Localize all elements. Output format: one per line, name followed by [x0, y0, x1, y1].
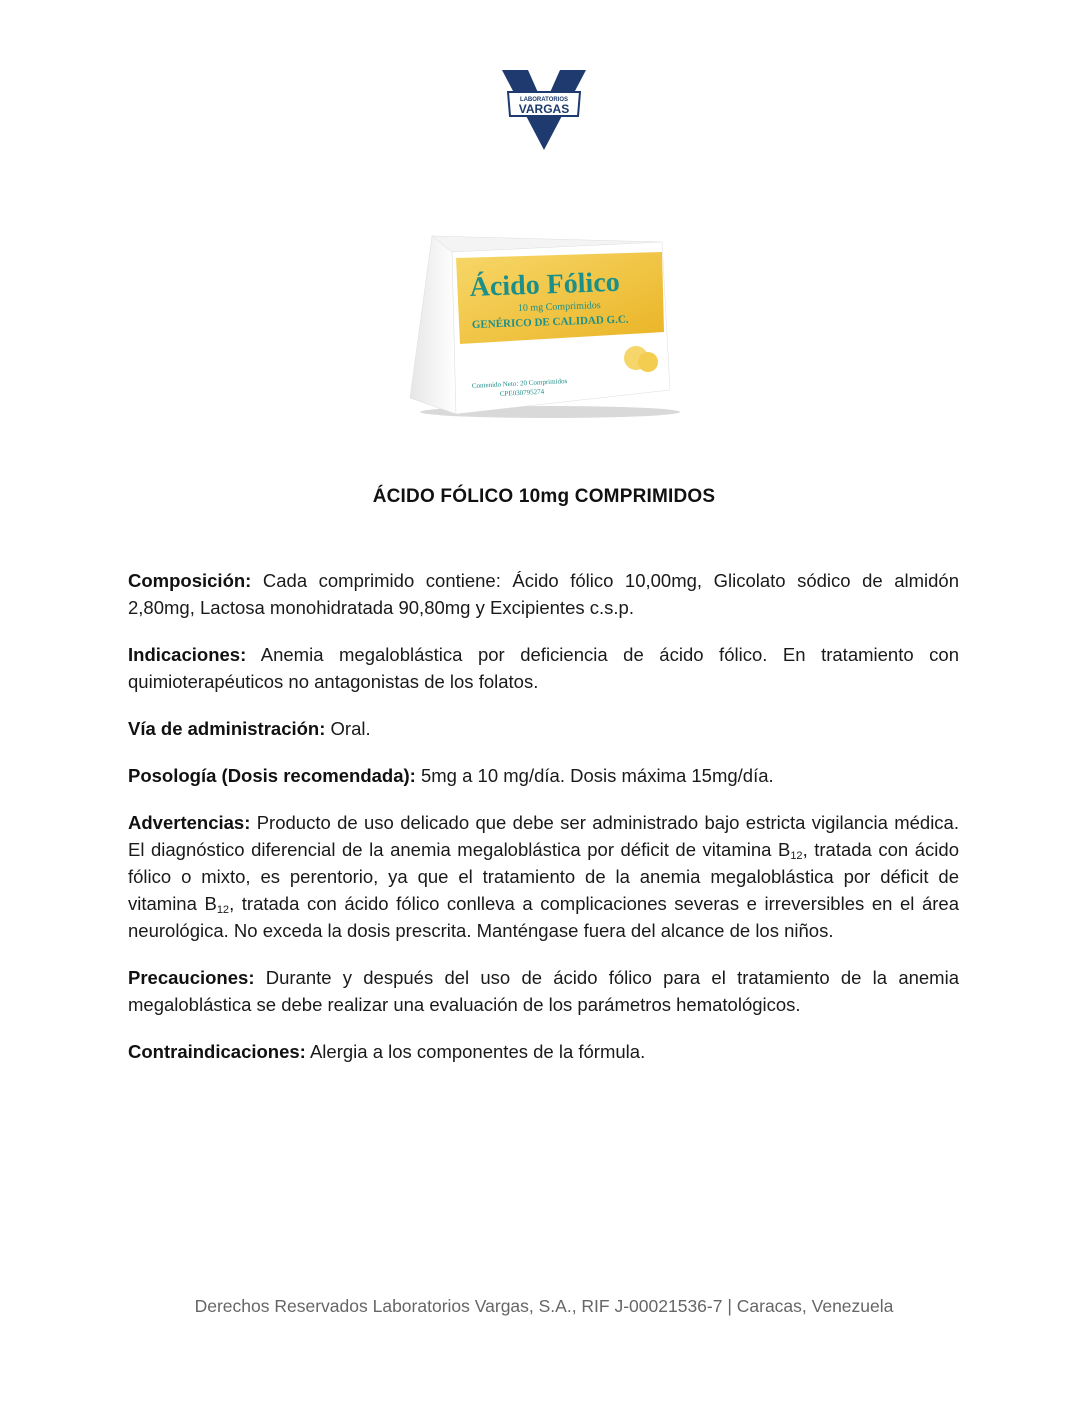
product-generic: GENÉRICO DE CALIDAD G.C.	[471, 313, 629, 331]
section-label: Advertencias:	[128, 812, 251, 833]
section-posologia	[128, 762, 959, 789]
section-label: Contraindicaciones:	[128, 1041, 306, 1062]
logo-line2: VARGAS	[518, 102, 570, 116]
laboratorios-vargas-logo	[502, 70, 586, 150]
section-text: , tratada con ácido fólico o mixto, es perentorio, ya que el tratamiento de la anemia megaloblástica por déficit de vitamina B	[128, 839, 959, 914]
subscript: 12	[790, 850, 803, 862]
section-label: Indicaciones:	[128, 644, 247, 665]
section-text: 5mg a 10 mg/día. Dosis máxima 15mg/día.	[415, 765, 774, 786]
document-body	[128, 567, 959, 1085]
product-dose: 10 mg Comprimidos	[517, 300, 601, 314]
product-net-content: Contenido Neto: 20 Comprimidos	[471, 377, 568, 390]
document-title: ÁCIDO FÓLICO 10mg COMPRIMIDOS	[372, 486, 716, 507]
section-composicion	[128, 567, 959, 621]
section-text: Durante y después del uso de ácido fólico para el tratamiento de la anemia megaloblástica se debe realizar una evaluación de los parámetros hematológicos.	[128, 967, 959, 1015]
logo-line1: LABORATORIOS	[519, 97, 569, 103]
page-footer: Derechos Reservados Laboratorios Vargas, S.A., RIF J-00021536-7 | Caracas, Venezuela	[194, 1296, 894, 1316]
section-advertencias	[128, 809, 959, 944]
product-name: Ácido Fólico	[469, 266, 621, 303]
product-box-image	[400, 228, 684, 420]
section-via-administracion	[128, 715, 959, 742]
subscript: 12	[216, 904, 230, 916]
section-text: Anemia megaloblástica por deficiencia de ácido fólico. En tratamiento con quimioterapéuticos no antagonistas de los folatos.	[128, 644, 959, 692]
section-indicaciones	[128, 641, 959, 695]
section-text: Alergia a los componentes de la fórmula.	[305, 1041, 646, 1062]
section-precauciones	[128, 964, 959, 1018]
section-text: Cada comprimido contiene: Ácido fólico 10,00mg, Glicolato sódico de almidón 2,80mg, Lactosa monohidratada 90,80mg y Excipientes c.s.p.	[128, 570, 959, 618]
section-label: Vía de administración:	[128, 718, 326, 739]
section-label: Posología (Dosis recomendada):	[128, 765, 416, 786]
section-label: Composición:	[128, 570, 252, 591]
section-text: Producto de uso delicado que debe ser administrado bajo estricta vigilancia médica. El diagnóstico diferencial de la anemia megaloblástica por déficit de vitamina B	[128, 812, 959, 860]
product-code: CPE030795274	[499, 387, 545, 398]
section-contraindicaciones	[128, 1038, 959, 1065]
section-text: , tratada con ácido fólico conlleva a complicaciones severas e irreversibles en el área neurológica. No exceda la dosis prescrita. Manténgase fuera del alcance de los niños.	[128, 893, 959, 941]
section-text: Oral.	[325, 718, 371, 739]
section-label: Precauciones:	[128, 967, 255, 988]
